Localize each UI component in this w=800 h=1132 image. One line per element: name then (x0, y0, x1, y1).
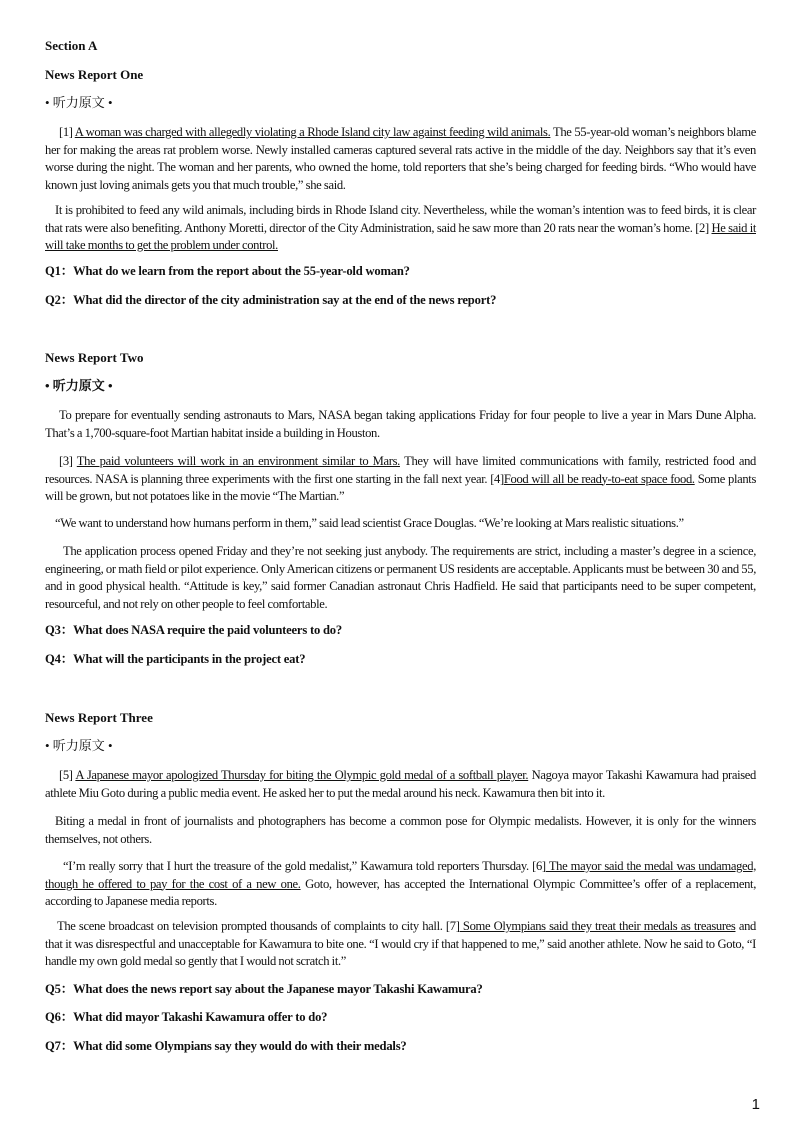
report-three-title: News Report Three (45, 710, 153, 725)
paragraph-text: The 55-year-old woman’s neighbors blame her for making the areas rat problem worse. Newly installed cameras captured several rats active in the middle of the day. Neighbors say that it’s even worse during the night. The woman and her parents, who owned the home, told reporters that she’s being charged for feeding birds. “Who would have known just loving animals gets you that much trouble,” she said. (45, 125, 756, 192)
question-q4: Q4：What will the participants in the project eat? (45, 652, 306, 666)
underlined-sentence: Some Olympians said they treat their medals as treasures (459, 919, 736, 933)
paragraph-text: The scene broadcast on television prompted thousands of complaints to city hall. (57, 919, 446, 933)
question-q1: Q1：What do we learn from the report about the 55-year-old woman? (45, 264, 410, 278)
report-three-paragraph-1 (45, 767, 756, 802)
report-two-title: News Report Two (45, 350, 144, 365)
underlined-sentence: Food will all be ready-to-eat space food. (503, 471, 695, 486)
report-one-title: News Report One (45, 67, 144, 82)
paragraph-text: “I’m really sorry that I hurt the treasure of the gold medalist,” Kawamura told reporters Thursday. (63, 859, 533, 873)
paragraph-text: Goto, however, has accepted the International Olympic Committee’s offer of a replacement, according to Japanese media reports. (45, 876, 756, 908)
marker: [5] (59, 768, 76, 782)
paragraph-text: Some plants will be grown, but not potatoes like in the movie “The Martian.” (45, 471, 756, 503)
marker: [7] (445, 919, 460, 933)
underlined-sentence: A woman was charged with allegedly violating a Rhode Island city law against feeding wild animals. (74, 125, 551, 139)
underlined-sentence: The paid volunteers will work in an environment similar to Mars. (76, 454, 400, 468)
report-two-paragraph-4: The application process opened Friday and they’re not seeking just anybody. The requirements are strict, including a master’s degree in a science, engineering, or math field or pilot experience. Only American citizens or permanent US residents are acceptable. Applicants must be between 30 and 55, and in good physical health. “Attitude is key,” said former Canadian astronaut Chris Hadfield. He said that participants need to be super competent, resourceful, and not rely on other people to feel comfortable. (45, 544, 756, 611)
underlined-sentence: The mayor said the medal was undamaged, though he offered to pay for the cost of a new one. (45, 859, 757, 891)
report-two-paragraph-3: “We want to understand how humans perform in them,” said lead scientist Grace Douglas. “We’re looking at Mars realistic situations.” (55, 516, 684, 530)
section-heading: Section A (45, 38, 98, 53)
report-three-paragraph-3 (45, 858, 756, 911)
report-two-paragraph-1: To prepare for eventually sending astronauts to Mars, NASA began taking applications Friday for four people to live a year in Mars Dune Alpha. That’s a 1,700-square-foot Martian habitat inside a building in Houston. (45, 408, 756, 440)
paragraph-text: It is prohibited to feed any wild animals, including birds in Rhode Island city. Nevertheless, while the woman’s intention was to feed birds, it is clear that rats were also benefiting. Anthony Moretti, director of the City Administration, said he saw more than 20 rats near the woman’s home. (45, 203, 756, 235)
report-two-paragraph-2 (45, 453, 756, 506)
marker: [4] (490, 471, 504, 486)
question-q5: Q5：What does the news report say about the Japanese mayor Takashi Kawamura? (45, 982, 483, 996)
report-three-paragraph-2: Biting a medal in front of journalists and photographers has become a common pose for Olympic medalists. However, it is only for the winners themselves, not others. (45, 814, 756, 846)
underlined-sentence: He said it will take months to get the problem under control. (45, 220, 756, 252)
question-q3: Q3：What does NASA require the paid volunteers to do? (45, 623, 343, 637)
paragraph-text: Nagoya mayor Takashi Kawamura had praised athlete Miu Goto during a public media event. He asked her to put the medal around his neck. Kawamura then bit into it. (45, 768, 756, 800)
report-one-subtitle: • 听力原文 • (45, 95, 113, 110)
paragraph-text: and that it was disrespectful and unacceptable for Kawamura to bite one. “I would cry if that happened to me,” said another athlete. Now he said to Goto, “I handle my own gold medal so gently that I would not scratch it.” (45, 919, 756, 968)
marker: [1] (59, 125, 75, 139)
underlined-sentence: A Japanese mayor apologized Thursday for biting the Olympic gold medal of a softball player. (75, 768, 529, 782)
page-number: 1 (751, 1096, 760, 1113)
report-two-subtitle: • 听力原文 • (45, 378, 113, 393)
question-q6: Q6：What did mayor Takashi Kawamura offer to do? (45, 1010, 328, 1024)
question-q2: Q2：What did the director of the city administration say at the end of the news report? (45, 293, 497, 307)
report-three-subtitle: • 听力原文 • (45, 738, 113, 753)
marker: [3] (59, 454, 77, 468)
report-three-paragraph-4 (45, 918, 756, 971)
report-one-paragraph-1 (45, 124, 756, 194)
paragraph-text: They will have limited communications with family, restricted food and resources. NASA is planning three experiments with the first one starting in the fall next year. (45, 454, 756, 486)
report-one-paragraph-2 (45, 202, 756, 255)
marker: [6] (532, 859, 546, 873)
marker: [2] (695, 220, 712, 235)
question-q7: Q7：What did some Olympians say they would do with their medals? (45, 1039, 407, 1053)
